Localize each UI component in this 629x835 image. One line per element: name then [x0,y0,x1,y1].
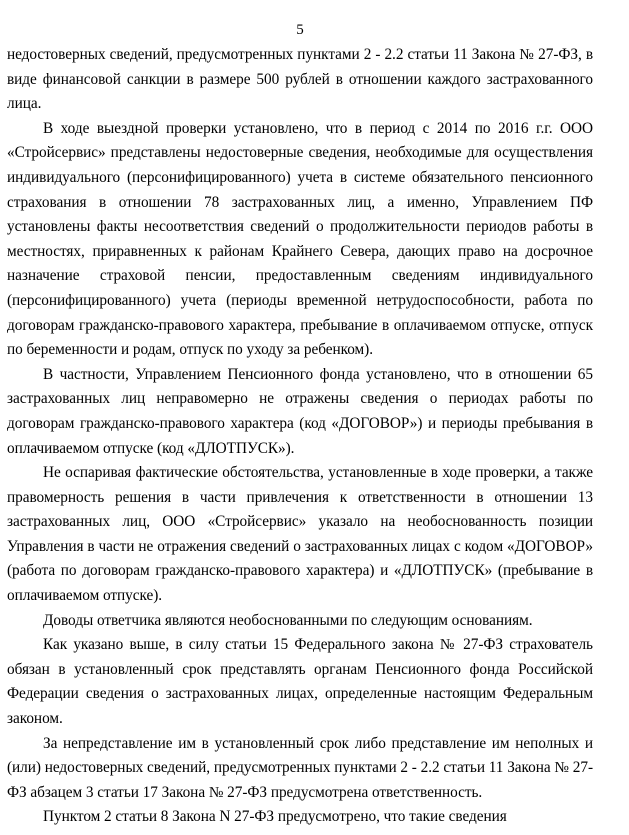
paragraph-continuation: недостоверных сведений, предусмотренных пунктами 2 - 2.2 статьи 11 Закона № 27-ФЗ, в виде финансовой санкции в размере 500 рублей в отношении каждого застрахованного лица. [7,46,593,113]
paragraph-liability: За непредставление им в установленный срок либо представление им неполных и (или) недостоверных сведений, предусмотренных пунктами 2 - 2.2 статьи 11 Закона № 27-ФЗ абзацем 3 статьи 17 Закона № 27-ФЗ предусмотрена ответственность. [7,734,593,801]
paragraph-inspection-findings: В ходе выездной проверки установлено, что в период с 2014 по 2016 г.г. ООО «Стройсервис» представлены недостоверные сведения, необходимые для осуществления индивидуального (персонифицированного) учета в системе обязательного пенсионного страхования в отношении 78 застрахованных лиц, а именно, Управлением ПФ установлены факты несоответствия сведений о продолжительности периодов работы в местностях, приравненных к районам Крайнего Севера, дающих право на досрочное назначение страховой пенсии, предоставленным сведениям индивидуального (персонифицированного) учета (периоды временной нетрудоспособности, работа по договорам гражданско-правового характера, пребывание в оплачиваемом отпуске, отпуск по беременности и родам, отпуск по уходу за ребенком). [7,119,593,359]
document-page [7,0,593,835]
paragraph-defendant-objection: Не оспаривая фактические обстоятельства, установленные в ходе проверки, а также правомерность решения в части привлечения к ответственности в отношении 13 застрахованных лиц, ООО «Стройсервис» указало на необоснованность позиции Управления в части не отражения сведений о застрахованных лицах с кодом «ДОГОВОР» (работа по договорам гражданско-правового характера) и «ДЛОТПУСК» (пребывание в оплачиваемом отпуске). [7,464,593,605]
paragraph-arguments-unfounded: Доводы ответчика являются необоснованными по следующим основаниям. [43,611,533,629]
paragraph-specific-violations: В частности, Управлением Пенсионного фонда установлено, что в отношении 65 застрахованных лиц неправомерно не отражены сведения о периодах работы по договорам гражданско-правового характера (код «ДОГОВОР») и периоды пребывания в оплачиваемом отпуске (код «ДЛОТПУСК»). [7,365,593,457]
paragraph-article-8: Пунктом 2 статьи 8 Закона N 27-ФЗ предусмотрено, что такие сведения [43,808,507,826]
page-number: 5 [296,22,304,38]
paragraph-article-15: Как указано выше, в силу статьи 15 Федерального закона № 27-ФЗ страхователь обязан в установленный срок представлять органам Пенсионного фонда Российской Федерации сведения о застрахованных лицах, определенные настоящим Федеральным законом. [7,636,593,728]
